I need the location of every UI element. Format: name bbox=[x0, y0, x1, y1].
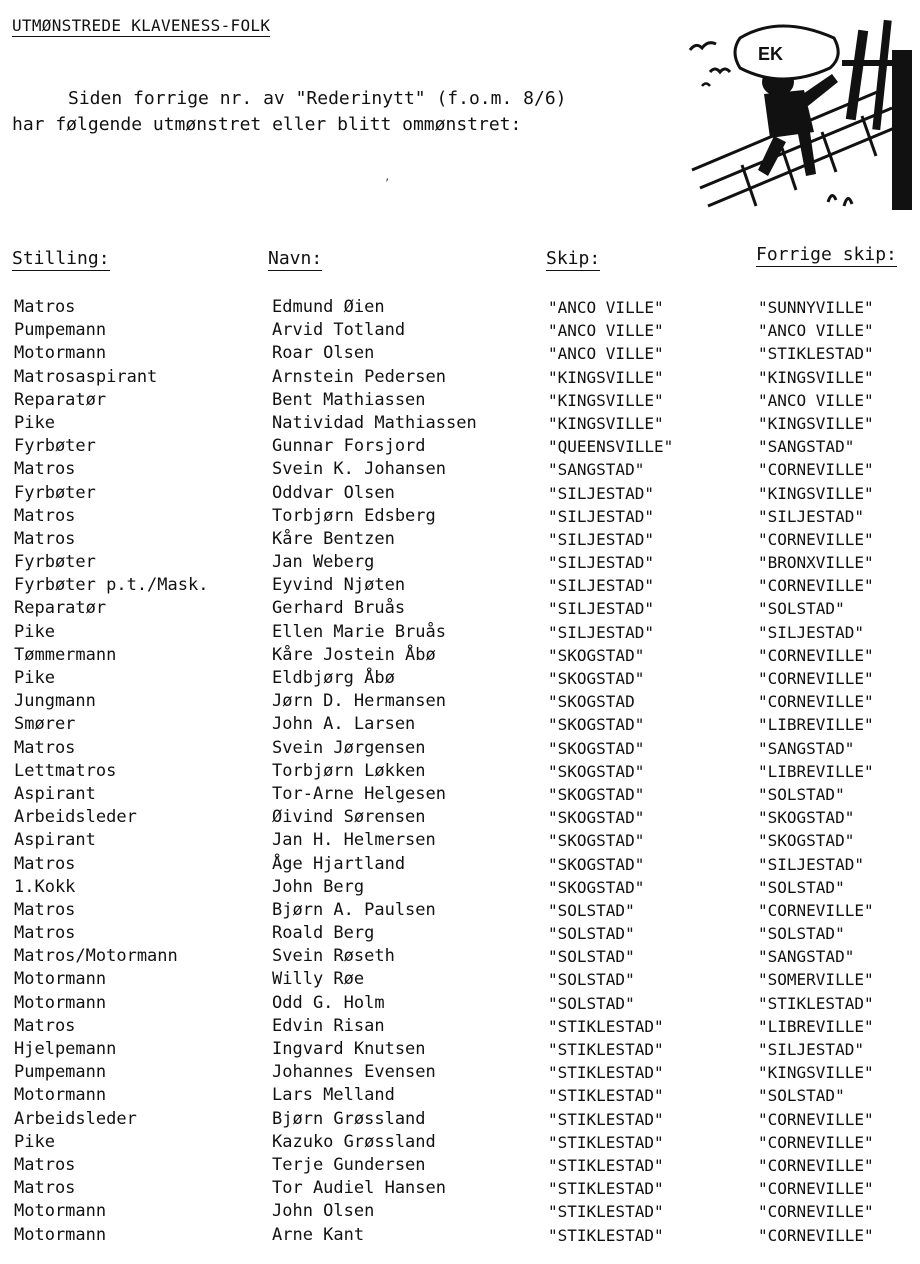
cell-forrige-skip: "CORNEVILLE" bbox=[758, 1179, 874, 1199]
cell-stilling: Tømmermann bbox=[14, 644, 117, 665]
cell-navn: Gunnar Forsjord bbox=[272, 436, 426, 457]
cell-forrige-skip: "CORNEVILLE" bbox=[758, 669, 874, 688]
table-row bbox=[0, 528, 920, 551]
cell-navn: Odd G. Holm bbox=[272, 992, 385, 1013]
table-row bbox=[0, 389, 920, 412]
cell-stilling: Motormann bbox=[14, 992, 107, 1013]
cell-navn: Jan Weberg bbox=[272, 552, 375, 573]
cell-skip: "SKOGSTAD bbox=[548, 692, 635, 712]
stray-mark: , bbox=[384, 170, 391, 183]
cell-forrige-skip: "CORNEVILLE" bbox=[758, 900, 874, 920]
cell-navn: Torbjørn Edsberg bbox=[272, 505, 436, 526]
cell-forrige-skip: "CORNEVILLE" bbox=[758, 692, 874, 712]
table-row bbox=[0, 829, 920, 852]
cell-skip: "SOLSTAD" bbox=[548, 993, 635, 1013]
table-row bbox=[0, 505, 920, 528]
cell-skip: "STIKLESTAD" bbox=[548, 1109, 664, 1129]
table-row bbox=[0, 597, 920, 620]
cell-navn: John A. Larsen bbox=[272, 714, 416, 735]
cell-stilling: Aspirant bbox=[14, 830, 96, 851]
cell-navn: Oddvar Olsen bbox=[272, 482, 395, 503]
cell-stilling: Matros bbox=[14, 1154, 76, 1175]
cell-skip: "SKOGSTAD" bbox=[548, 831, 645, 851]
table-row bbox=[0, 1154, 920, 1177]
cell-forrige-skip: "SOMERVILLE" bbox=[758, 970, 874, 990]
cell-skip: "ANCO VILLE" bbox=[548, 321, 664, 341]
cell-skip: "SKOGSTAD" bbox=[548, 761, 645, 781]
cell-navn: Bjørn A. Paulsen bbox=[272, 899, 436, 920]
cell-forrige-skip: "KINGSVILLE" bbox=[758, 367, 874, 387]
table-row bbox=[0, 1084, 920, 1107]
table-row bbox=[0, 1015, 920, 1038]
cell-skip: "SKOGSTAD" bbox=[548, 738, 645, 758]
cell-stilling: Reparatør bbox=[14, 598, 107, 619]
cell-forrige-skip: "SANGSTAD" bbox=[758, 947, 855, 967]
cell-skip: "SILJESTAD" bbox=[548, 622, 654, 642]
cell-stilling: Motormann bbox=[14, 1201, 107, 1222]
cell-skip: "SKOGSTAD" bbox=[548, 854, 645, 874]
cell-skip: "SILJESTAD" bbox=[548, 576, 654, 596]
cell-skip: "SKOGSTAD" bbox=[548, 715, 645, 735]
cell-forrige-skip: "STIKLESTAD" bbox=[758, 344, 874, 364]
cell-stilling: Aspirant bbox=[14, 783, 96, 804]
cell-forrige-skip: "LIBREVILLE" bbox=[758, 761, 874, 781]
column-header-forrige-skip: Forrige skip: bbox=[756, 244, 897, 265]
cell-forrige-skip: "SOLSTAD" bbox=[758, 784, 845, 804]
table-row bbox=[0, 1224, 920, 1247]
cell-navn: Svein Jørgensen bbox=[272, 737, 426, 758]
cell-stilling: Motormann bbox=[14, 343, 107, 364]
cell-stilling: Matros bbox=[14, 923, 76, 944]
cell-stilling: Pumpemann bbox=[14, 320, 107, 341]
cell-skip: "STIKLESTAD" bbox=[548, 1086, 664, 1106]
cell-stilling: Pike bbox=[14, 621, 55, 642]
cell-navn: Roar Olsen bbox=[272, 343, 375, 364]
cell-forrige-skip: "LIBREVILLE" bbox=[758, 715, 874, 735]
table-row bbox=[0, 922, 920, 945]
cell-stilling: Matros bbox=[14, 505, 76, 526]
cell-navn: Tor Audiel Hansen bbox=[272, 1178, 446, 1199]
cell-navn: Edvin Risan bbox=[272, 1015, 385, 1036]
table-row bbox=[0, 458, 920, 481]
cell-skip: "SOLSTAD" bbox=[548, 900, 635, 920]
cell-navn: Roald Berg bbox=[272, 923, 375, 944]
cell-stilling: Motormann bbox=[14, 1085, 107, 1106]
table-row bbox=[0, 783, 920, 806]
table-row bbox=[0, 1061, 920, 1084]
table-row bbox=[0, 737, 920, 760]
cell-skip: "SILJESTAD" bbox=[548, 506, 654, 526]
cell-skip: "STIKLESTAD" bbox=[548, 1063, 664, 1083]
cell-stilling: Matros bbox=[14, 737, 76, 758]
cell-forrige-skip: "STIKLESTAD" bbox=[758, 993, 874, 1013]
cell-stilling: Matros bbox=[14, 853, 76, 874]
table-row bbox=[0, 644, 920, 667]
cell-stilling: Pike bbox=[14, 668, 55, 688]
cell-forrige-skip: "CORNEVILLE" bbox=[758, 1109, 874, 1129]
cell-navn: Arne Kant bbox=[272, 1224, 365, 1245]
table-row bbox=[0, 551, 920, 574]
cell-navn: John Berg bbox=[272, 876, 365, 897]
cell-stilling: Motormann bbox=[14, 1224, 107, 1245]
cell-skip: "SILJESTAD" bbox=[548, 599, 654, 619]
cell-skip: "STIKLESTAD" bbox=[548, 1040, 664, 1059]
cell-skip: "STIKLESTAD" bbox=[548, 1016, 664, 1036]
column-header-stilling: Stilling: bbox=[12, 248, 110, 269]
cell-skip: "SKOGSTAD" bbox=[548, 808, 645, 828]
cell-stilling: Arbeidsleder bbox=[14, 1108, 137, 1129]
table-row bbox=[0, 1038, 920, 1061]
cell-skip: "SKOGSTAD" bbox=[548, 669, 645, 688]
cell-navn: Arnstein Pedersen bbox=[272, 366, 446, 387]
table-row bbox=[0, 760, 920, 783]
cell-navn: John Olsen bbox=[272, 1201, 375, 1222]
cell-stilling: Hjelpemann bbox=[14, 1039, 117, 1059]
cell-skip: "STIKLESTAD" bbox=[548, 1202, 664, 1222]
cell-forrige-skip: "KINGSVILLE" bbox=[758, 1063, 874, 1083]
cell-navn: Kazuko Grøssland bbox=[272, 1131, 436, 1152]
table-row bbox=[0, 667, 920, 690]
cell-forrige-skip: "SKOGSTAD" bbox=[758, 831, 855, 851]
cell-stilling: Pike bbox=[14, 1131, 55, 1152]
cell-forrige-skip: "ANCO VILLE" bbox=[758, 321, 874, 341]
cell-navn: Svein Røseth bbox=[272, 946, 395, 967]
cell-skip: "SOLSTAD" bbox=[548, 970, 635, 990]
cell-stilling: Matrosaspirant bbox=[14, 366, 158, 387]
table-row bbox=[0, 1131, 920, 1154]
cell-navn: Eldbjørg Åbø bbox=[272, 668, 395, 688]
cell-forrige-skip: "CORNEVILLE" bbox=[758, 1132, 874, 1152]
cell-skip: "SILJESTAD" bbox=[548, 553, 654, 573]
cell-skip: "STIKLESTAD" bbox=[548, 1155, 664, 1175]
cell-navn: Willy Røe bbox=[272, 969, 365, 990]
cell-skip: "SOLSTAD" bbox=[548, 947, 635, 967]
table-row bbox=[0, 992, 920, 1015]
table-row bbox=[0, 342, 920, 365]
table-row bbox=[0, 621, 920, 644]
table-row bbox=[0, 482, 920, 505]
cell-forrige-skip: "SILJESTAD" bbox=[758, 506, 864, 526]
cell-stilling: Matros bbox=[14, 899, 76, 920]
intro-line-1: Siden forrige nr. av "Rederinytt" (f.o.m. 8/6) bbox=[68, 88, 567, 109]
intro-text bbox=[12, 86, 567, 138]
cell-forrige-skip: "SUNNYVILLE" bbox=[758, 298, 874, 317]
column-header-skip: Skip: bbox=[546, 248, 601, 269]
cell-stilling: Matros bbox=[14, 297, 76, 317]
cell-skip: "SKOGSTAD" bbox=[548, 645, 645, 665]
cell-skip: "KINGSVILLE" bbox=[548, 367, 664, 387]
cell-stilling: Smører bbox=[14, 714, 76, 735]
table-row bbox=[0, 296, 920, 319]
cell-navn: Torbjørn Løkken bbox=[272, 760, 426, 781]
cell-navn: Natividad Mathiassen bbox=[272, 412, 477, 433]
cell-navn: Kåre Jostein Åbø bbox=[272, 644, 436, 665]
cell-navn: Johannes Evensen bbox=[272, 1062, 436, 1083]
cell-forrige-skip: "SILJESTAD" bbox=[758, 854, 864, 874]
cell-forrige-skip: "SOLSTAD" bbox=[758, 1086, 845, 1106]
table-row bbox=[0, 806, 920, 829]
cell-navn: Edmund Øien bbox=[272, 297, 385, 317]
cell-forrige-skip: "SKOGSTAD" bbox=[758, 808, 855, 828]
cell-navn: Jørn D. Hermansen bbox=[272, 691, 446, 712]
cell-stilling: Pike bbox=[14, 412, 55, 433]
table-row bbox=[0, 435, 920, 458]
cell-stilling: Matros bbox=[14, 528, 76, 549]
cell-stilling: Reparatør bbox=[14, 389, 107, 410]
cell-navn: Eyvind Njøten bbox=[272, 575, 406, 596]
table-row bbox=[0, 1177, 920, 1200]
cell-stilling: Matros bbox=[14, 1015, 76, 1036]
cell-skip: "QUEENSVILLE" bbox=[548, 437, 674, 457]
cell-forrige-skip: "CORNEVILLE" bbox=[758, 1155, 874, 1175]
cell-forrige-skip: "LIBREVILLE" bbox=[758, 1016, 874, 1036]
cell-forrige-skip: "CORNEVILLE" bbox=[758, 460, 874, 480]
cell-navn: Bent Mathiassen bbox=[272, 389, 426, 410]
cell-stilling: Arbeidsleder bbox=[14, 807, 137, 828]
cell-stilling: Motormann bbox=[14, 969, 107, 990]
cell-navn: Øivind Sørensen bbox=[272, 807, 426, 828]
cell-navn: Tor-Arne Helgesen bbox=[272, 783, 446, 804]
table-row bbox=[0, 876, 920, 899]
cell-skip: "STIKLESTAD" bbox=[548, 1132, 664, 1152]
cell-navn: Lars Melland bbox=[272, 1085, 395, 1106]
table-row bbox=[0, 1200, 920, 1223]
cell-skip: "KINGSVILLE" bbox=[548, 390, 664, 410]
intro-line-2: har følgende utmønstret eller blitt ommønstret: bbox=[12, 114, 522, 135]
cell-navn: Kåre Bentzen bbox=[272, 528, 395, 549]
cell-forrige-skip: "BRONXVILLE" bbox=[758, 553, 874, 573]
cell-stilling: Fyrbøter bbox=[14, 436, 96, 457]
table-row bbox=[0, 412, 920, 435]
cell-navn: Ellen Marie Bruås bbox=[272, 621, 446, 642]
cell-skip: "SKOGSTAD" bbox=[548, 784, 645, 804]
cell-skip: "STIKLESTAD" bbox=[548, 1225, 664, 1245]
cell-skip: "SANGSTAD" bbox=[548, 460, 645, 480]
cell-navn: Terje Gundersen bbox=[272, 1154, 426, 1175]
cell-forrige-skip: "CORNEVILLE" bbox=[758, 1202, 874, 1222]
cell-forrige-skip: "CORNEVILLE" bbox=[758, 645, 874, 665]
cell-skip: "ANCO VILLE" bbox=[548, 344, 664, 364]
cell-stilling: Fyrbøter bbox=[14, 482, 96, 503]
cell-forrige-skip: "CORNEVILLE" bbox=[758, 529, 874, 549]
cell-stilling: Fyrbøter bbox=[14, 552, 96, 573]
cell-skip: "SOLSTAD" bbox=[548, 924, 635, 944]
cell-stilling: Fyrbøter p.t./Mask. bbox=[14, 575, 209, 596]
table-row bbox=[0, 319, 920, 342]
cell-forrige-skip: "CORNEVILLE" bbox=[758, 576, 874, 596]
cell-skip: "STIKLESTAD" bbox=[548, 1179, 664, 1199]
cell-forrige-skip: "KINGSVILLE" bbox=[758, 413, 874, 433]
cell-skip: "SILJESTAD" bbox=[548, 483, 654, 503]
cell-forrige-skip: "SILJESTAD" bbox=[758, 622, 864, 642]
cell-stilling: 1.Kokk bbox=[14, 876, 76, 897]
table-row bbox=[0, 690, 920, 713]
cell-forrige-skip: "SANGSTAD" bbox=[758, 738, 855, 758]
cell-forrige-skip: "SILJESTAD" bbox=[758, 1040, 864, 1059]
cell-forrige-skip: "ANCO VILLE" bbox=[758, 390, 874, 410]
table-row bbox=[0, 853, 920, 876]
cell-forrige-skip: "KINGSVILLE" bbox=[758, 483, 874, 503]
cell-stilling: Jungmann bbox=[14, 691, 96, 712]
cell-skip: "SILJESTAD" bbox=[548, 529, 654, 549]
table-row bbox=[0, 366, 920, 389]
cell-forrige-skip: "SOLSTAD" bbox=[758, 924, 845, 944]
cell-stilling: Lettmatros bbox=[14, 760, 117, 781]
cell-navn: Ingvard Knutsen bbox=[272, 1039, 426, 1059]
cell-skip: "SKOGSTAD" bbox=[548, 877, 645, 897]
cell-forrige-skip: "SOLSTAD" bbox=[758, 599, 845, 619]
table-row bbox=[0, 945, 920, 968]
cell-navn: Svein K. Johansen bbox=[272, 459, 446, 480]
cell-forrige-skip: "SANGSTAD" bbox=[758, 437, 855, 457]
table-row bbox=[0, 899, 920, 922]
table-row bbox=[0, 574, 920, 597]
crew-list bbox=[0, 296, 920, 1247]
cell-forrige-skip: "CORNEVILLE" bbox=[758, 1225, 874, 1245]
cell-skip: "KINGSVILLE" bbox=[548, 413, 664, 433]
page-heading: UTMØNSTREDE KLAVENESS-FOLK bbox=[12, 16, 271, 35]
cell-stilling: Matros/Motormann bbox=[14, 946, 178, 967]
table-row bbox=[0, 713, 920, 736]
table-row bbox=[0, 1108, 920, 1131]
cell-stilling: Matros bbox=[14, 459, 76, 480]
cell-navn: Bjørn Grøssland bbox=[272, 1108, 426, 1129]
column-header-navn: Navn: bbox=[268, 248, 323, 269]
cell-stilling: Pumpemann bbox=[14, 1062, 107, 1083]
flag-text: EK bbox=[758, 44, 784, 64]
cell-navn: Gerhard Bruås bbox=[272, 598, 406, 619]
sailor-ship-illustration-icon bbox=[682, 20, 914, 212]
cell-navn: Arvid Totland bbox=[272, 320, 406, 341]
cell-skip: "ANCO VILLE" bbox=[548, 298, 664, 317]
cell-navn: Åge Hjartland bbox=[272, 853, 406, 874]
cell-navn: Jan H. Helmersen bbox=[272, 830, 436, 851]
cell-forrige-skip: "SOLSTAD" bbox=[758, 877, 845, 897]
cell-stilling: Matros bbox=[14, 1178, 76, 1199]
table-row bbox=[0, 968, 920, 991]
